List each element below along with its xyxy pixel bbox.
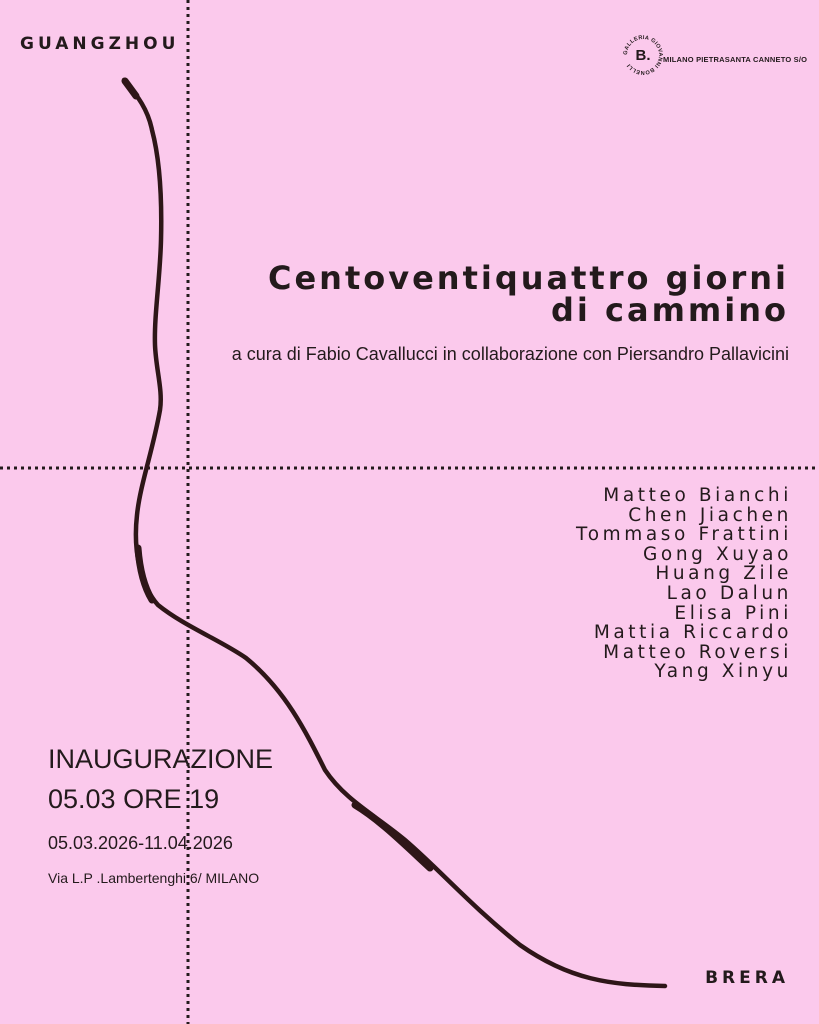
inauguration-time: 05.03 ORE 19 bbox=[48, 784, 220, 814]
end-city-label: BRERA bbox=[705, 968, 789, 988]
gallery-ring-text: GALLERIA GIOVANNI BONELLI bbox=[622, 34, 664, 76]
artist-name: Tommaso Frattini bbox=[575, 524, 792, 546]
artist-name: Matteo Roversi bbox=[603, 641, 792, 663]
artist-name: Elisa Pini bbox=[674, 602, 792, 624]
venue-address: Via L.P .Lambertenghi 6/ MILANO bbox=[48, 870, 260, 886]
gallery-logo-letter: B. bbox=[635, 47, 651, 64]
artist-name: Huang Zile bbox=[655, 563, 792, 585]
inauguration-block bbox=[48, 739, 273, 819]
gallery-seal-icon bbox=[620, 32, 666, 78]
artist-name: Mattia Riccardo bbox=[593, 622, 792, 644]
artist-name: Gong Xuyao bbox=[642, 543, 792, 565]
exhibition-title bbox=[267, 259, 789, 329]
artist-name: Lao Dalun bbox=[666, 582, 792, 604]
artist-list bbox=[352, 486, 792, 682]
artist-name: Yang Xinyu bbox=[654, 661, 792, 683]
title-line-2: di cammino bbox=[551, 291, 789, 329]
curator-credit: a cura di Fabio Cavallucci in collaborazione con Piersandro Pallavicini bbox=[231, 344, 789, 364]
inauguration-label: INAUGURAZIONE bbox=[48, 744, 274, 774]
artist-name: Matteo Bianchi bbox=[603, 485, 792, 506]
exhibition-dates: 05.03.2026-11.04.2026 bbox=[48, 833, 233, 853]
gallery-cities: MILANO PIETRASANTA CANNETO S/O bbox=[663, 55, 808, 64]
gallery-logo bbox=[620, 30, 810, 80]
title-line-1: Centoventiquattro giorni bbox=[267, 259, 789, 297]
artist-name: Chen Jiachen bbox=[628, 504, 792, 526]
start-city-label: GUANGZHOU bbox=[20, 34, 180, 54]
